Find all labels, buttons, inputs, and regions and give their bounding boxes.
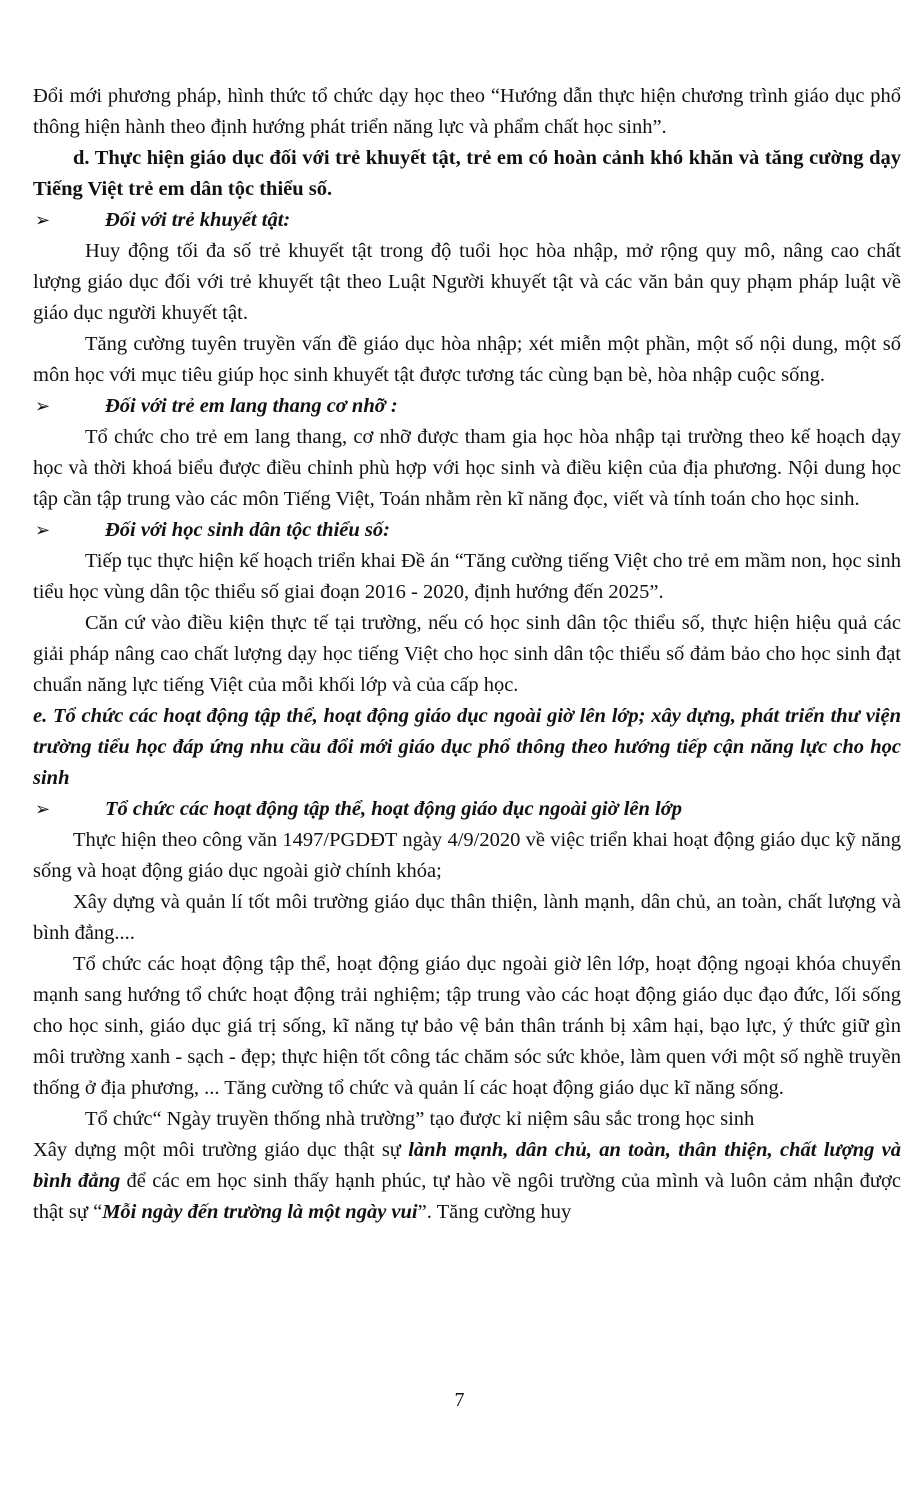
section-heading-d: d. Thực hiện giáo dục đối với trẻ khuyết tật, trẻ em có hoàn cảnh khó khăn và tăng cường dạy Tiếng Việt trẻ em dân tộc thiểu số.	[33, 147, 901, 200]
paragraph-tang-cuong-tuyen-truyen: Tăng cường tuyên truyền vấn đề giáo dục hòa nhập; xét miễn một phần, một số nội dung, một số môn học với mục tiêu giúp học sinh khuyết tật được tương tác cùng bạn bè, hòa nhập cuộc sống.	[33, 333, 901, 386]
text-run: để các em học sinh thấy hạnh phúc, tự hào về ngôi trường của mình và luôn cảm nhận được thật sự “	[33, 1170, 901, 1223]
paragraph-cong-van-1497: Thực hiện theo công văn 1497/PGDĐT ngày 4/9/2020 về việc triển khai hoạt động giáo dục kỹ năng sống và hoạt động giáo dục ngoài giờ chính khóa;	[33, 829, 901, 882]
arrow-bullet-icon: ➢	[35, 799, 51, 820]
quoted-slogan: Mỗi ngày đến trường là một ngày vui	[102, 1201, 418, 1223]
page-content	[33, 81, 901, 1228]
arrow-bullet-icon: ➢	[35, 396, 51, 417]
paragraph-tiep-tuc-de-an: Tiếp tục thực hiện kế hoạch triển khai Đề án “Tăng cường tiếng Việt cho trẻ em mầm non, học sinh tiểu học vùng dân tộc thiểu số giai đoạn 2016 - 2020, định hướng đến 2025”.	[33, 550, 901, 603]
bullet-dan-toc-thieu-so	[33, 515, 901, 546]
paragraph-ngay-truyen-thong: Tổ chức“ Ngày truyền thống nhà trường” tạo được kỉ niệm sâu sắc trong học sinh	[85, 1108, 755, 1130]
arrow-bullet-icon: ➢	[35, 210, 51, 231]
paragraph-xay-dung-moi-truong	[33, 1135, 901, 1228]
bullet-tre-lang-thang	[33, 391, 901, 422]
text-run: Xây dựng một môi trường giáo dục thật sự	[33, 1139, 409, 1161]
bullet-label: Đối với học sinh dân tộc thiểu số:	[105, 519, 390, 541]
text-run: ”. Tăng cường huy	[417, 1201, 572, 1223]
bullet-tre-khuyet-tat	[33, 205, 901, 236]
section-heading-e: e. Tổ chức các hoạt động tập thể, hoạt động giáo dục ngoài giờ lên lớp; xây dựng, phát triển thư viện trường tiểu học đáp ứng nhu cầu đổi mới giáo dục phổ thông theo hướng tiếp cận năng lực cho học sinh	[33, 705, 901, 789]
bullet-label: Tổ chức các hoạt động tập thể, hoạt động giáo dục ngoài giờ lên lớp	[105, 798, 682, 820]
paragraph-xay-dung-quan-li: Xây dựng và quản lí tốt môi trường giáo dục thân thiện, lành mạnh, dân chủ, an toàn, chất lượng và bình đẳng....	[33, 891, 901, 944]
arrow-bullet-icon: ➢	[35, 520, 51, 541]
paragraph-can-cu-dieu-kien: Căn cứ vào điều kiện thực tế tại trường, nếu có học sinh dân tộc thiểu số, thực hiện hiệu quả các giải pháp nâng cao chất lượng dạy học tiếng Việt cho học sinh dân tộc thiểu số đảm bảo cho học sinh đạt chuẩn năng lực tiếng Việt của mỗi khối lớp và của cấp học.	[33, 612, 901, 696]
bullet-hoat-dong-tap-the	[33, 794, 901, 825]
bullet-label: Đối với trẻ em lang thang cơ nhỡ :	[105, 395, 398, 417]
paragraph-doi-moi-phuong-phap: Đổi mới phương pháp, hình thức tổ chức dạy học theo “Hướng dẫn thực hiện chương trình giáo dục phổ thông hiện hành theo định hướng phát triển năng lực và phẩm chất học sinh”.	[33, 85, 901, 138]
paragraph-to-chuc-tre-lang-thang: Tổ chức cho trẻ em lang thang, cơ nhỡ được tham gia học hòa nhập tại trường theo kế hoạch dạy học và thời khoá biểu được điều chỉnh phù hợp với học sinh và điều kiện của địa phương. Nội dung học tập cần tập trung vào các môn Tiếng Việt, Toán nhằm rèn kĩ năng đọc, viết và tính toán cho học sinh.	[33, 426, 901, 510]
page-number: 7	[454, 1389, 465, 1411]
bullet-label: Đối với trẻ khuyết tật:	[105, 209, 291, 231]
emphasis-text: lành mạnh, dân chủ, an toàn, thân thiện, chất lượng và bình đẳng	[33, 1139, 901, 1192]
paragraph-huy-dong: Huy động tối đa số trẻ khuyết tật trong độ tuổi học hòa nhập, mở rộng quy mô, nâng cao chất lượng giáo dục đối với trẻ khuyết tật theo Luật Người khuyết tật và các văn bản quy phạm pháp luật về giáo dục người khuyết tật.	[33, 240, 901, 324]
paragraph-to-chuc-hoat-dong: Tổ chức các hoạt động tập thể, hoạt động giáo dục ngoài giờ lên lớp, hoạt động ngoại khóa chuyển mạnh sang hướng tổ chức hoạt động trải nghiệm; tập trung vào các hoạt động giáo dục đạo đức, lối sống cho học sinh, giáo dục giá trị sống, kĩ năng tự bảo vệ bản thân tránh bị xâm hại, bạo lực, ý thức giữ gìn môi trường xanh - sạch - đẹp; thực hiện tốt công tác chăm sóc sức khỏe, làm quen với một số nghề truyền thống ở địa phương, ... Tăng cường tổ chức và quản lí các hoạt động giáo dục kĩ năng sống.	[33, 953, 901, 1099]
